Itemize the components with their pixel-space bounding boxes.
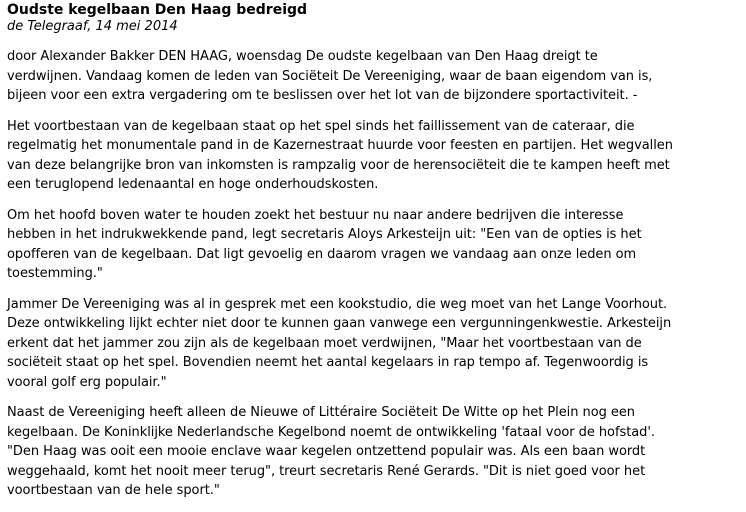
text-line: een teruglopend ledenaantal en hoge onderhoudskosten. [7,177,379,192]
text-line: kegelbaan. De Koninklijke Nederlandsche Kegelbond noemt de ontwikkeling 'fataal voor de hofstad'. [7,424,655,440]
text-line: van deze belangrijke bron van inkomsten is rampzalig voor de herensociëteit die te kampen heeft met [7,157,670,173]
text-line: weggehaald, komt het nooit meer terug", treurt secretaris René Gerards. "Dit is niet goed voor het [7,463,646,479]
text-line: opofferen van de kegelbaan. Dat ligt gevoelig en daarom vragen we vandaag aan onze leden om [7,246,637,262]
text-line: bijeen voor een extra vergadering om te beslissen over het lot van de bijzondere sportactiviteit. - [7,88,638,103]
text-line: toestemming." [7,266,103,281]
text-line: verdwijnen. Vandaag komen de leden van Sociëteit De Vereeniging, waar de baan eigendom van is, [7,68,653,84]
article-headline: Oudste kegelbaan Den Haag bedreigd [7,2,308,18]
text-line: sociëteit staat op het spel. Bovendien neemt het aantal kegelaars in rap tempo af. Tegenwoordig is [7,355,649,370]
article [7,2,741,512]
text-line: Deze ontwikkeling lijkt echter niet door te kunnen gaan vanwege een vergunningenkwestie. Arkesteijn [7,316,672,331]
text-line: vooral golf erg populair." [7,374,167,390]
text-line: door Alexander Bakker DEN HAAG, woensdag De oudste kegelbaan van Den Haag dreigt te [7,49,598,64]
text-line: Om het hoofd boven water te houden zoekt het bestuur nu naar andere bedrijven die interesse [7,207,624,223]
paragraph-5 [7,403,741,501]
text-line: erkent dat het jammer zou zijn als de kegelbaan moet verdwijnen, "Maar het voortbestaan van de [7,335,642,351]
paragraph-4 [7,295,741,393]
text-line: hebben in het indrukwekkende pand, legt secretaris Aloys Arkesteijn uit: "Een van de opties is het [7,227,642,242]
text-line: regelmatig het monumentale pand in de Kazernestraat huurde voor feesten en partijen. Het wegvallen [7,138,673,153]
text-line: "Den Haag was ooit een mooie enclave waar kegelen ontzettend populair was. Als een baan wordt [7,444,646,459]
text-line: Naast de Vereeniging heeft alleen de Nieuwe of Littéraire Sociëteit De Witte op het Plein nog een [7,405,635,420]
text-line: Jammer De Vereeniging was al in gesprek met een kookstudio, die weg moet van het Lange Voorhout. [7,296,668,312]
paragraph-2 [7,117,741,195]
article-body [7,47,741,501]
text-line: Het voortbestaan van de kegelbaan staat op het spel sinds het faillissement van de cateraar, die [7,118,635,134]
article-source: de Telegraaf, 14 mei 2014 [7,19,178,34]
text-line: voortbestaan van de hele sport." [7,483,220,498]
paragraph-1 [7,47,741,106]
paragraph-3 [7,206,741,284]
